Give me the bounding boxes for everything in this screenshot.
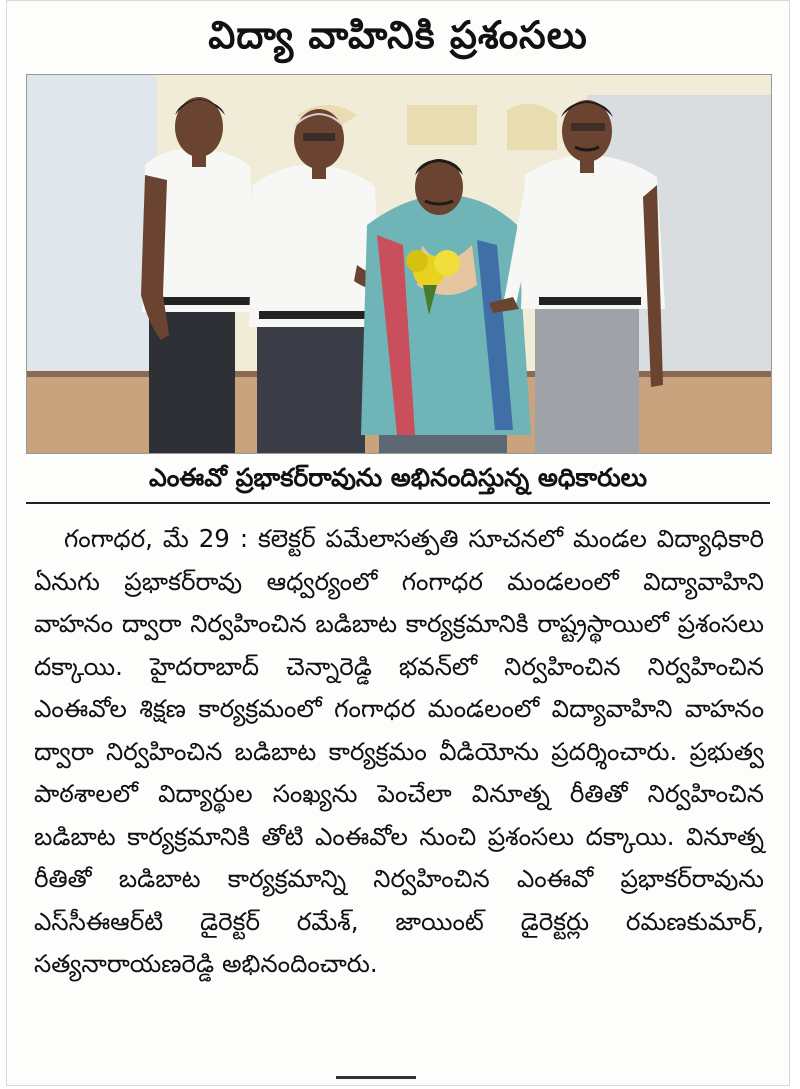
news-clipping xyxy=(6,0,790,1086)
headline: విద్యా వాహినికి ప్రశంసలు xyxy=(208,13,588,57)
article-body: గంగాధర, మే 29 : కలెక్టర్ పమేలాసత్పతి సూచనలో మండల విద్యాధికారి ఏనుగు ప్రభాకర్‌రావు ఆధ్వర్యంలో గంగాధర మండలంలో విద్యావాహిని వాహనం ద్వారా నిర్వహించిన బడిబాట కార్యక్రమానికి రాష్ట్రస్థాయిలో ప్రశంసలు దక్కాయి. హైదరాబాద్ చెన్నారెడ్డి భవన్‌లో నిర్వహించిన నిర్వహించిన ఎంఈవోల శిక్షణ కార్యక్రమంలో గంగాధర మండలంలో విద్యావాహిని వాహనం ద్వారా నిర్వహించిన బడిబాట కార్యక్రమం వీడియోను ప్రదర్శించారు. ప్రభుత్వ పాఠశాలలో విద్యార్థుల సంఖ్యను పెంచేలా వినూత్న రీతితో నిర్వహించిన బడిబాట కార్యక్రమానికి తోటి ఎంఈవోల నుంచి ప్రశంసలు దక్కాయి. వినూత్న రీతితో బడిబాట కార్యక్రమాన్ని నిర్వహించిన ఎంఈవో ప్రభాకర్‌రావును ఎస్‌సీఈఆర్‌టి డైరెక్టర్ రమేశ్, జాయింట్ డైరెక్టర్లు రమణకుమార్, సత్యనారాయణరెడ్డి అభినందించారు. xyxy=(34,524,764,978)
column-end-rule xyxy=(336,1076,416,1089)
news-photo xyxy=(26,74,772,454)
photo-caption: ఎంఈవో ప్రభాకర్‌రావును అభినందిస్తున్న అధికారులు xyxy=(26,458,770,504)
photo-illustration xyxy=(27,75,771,453)
